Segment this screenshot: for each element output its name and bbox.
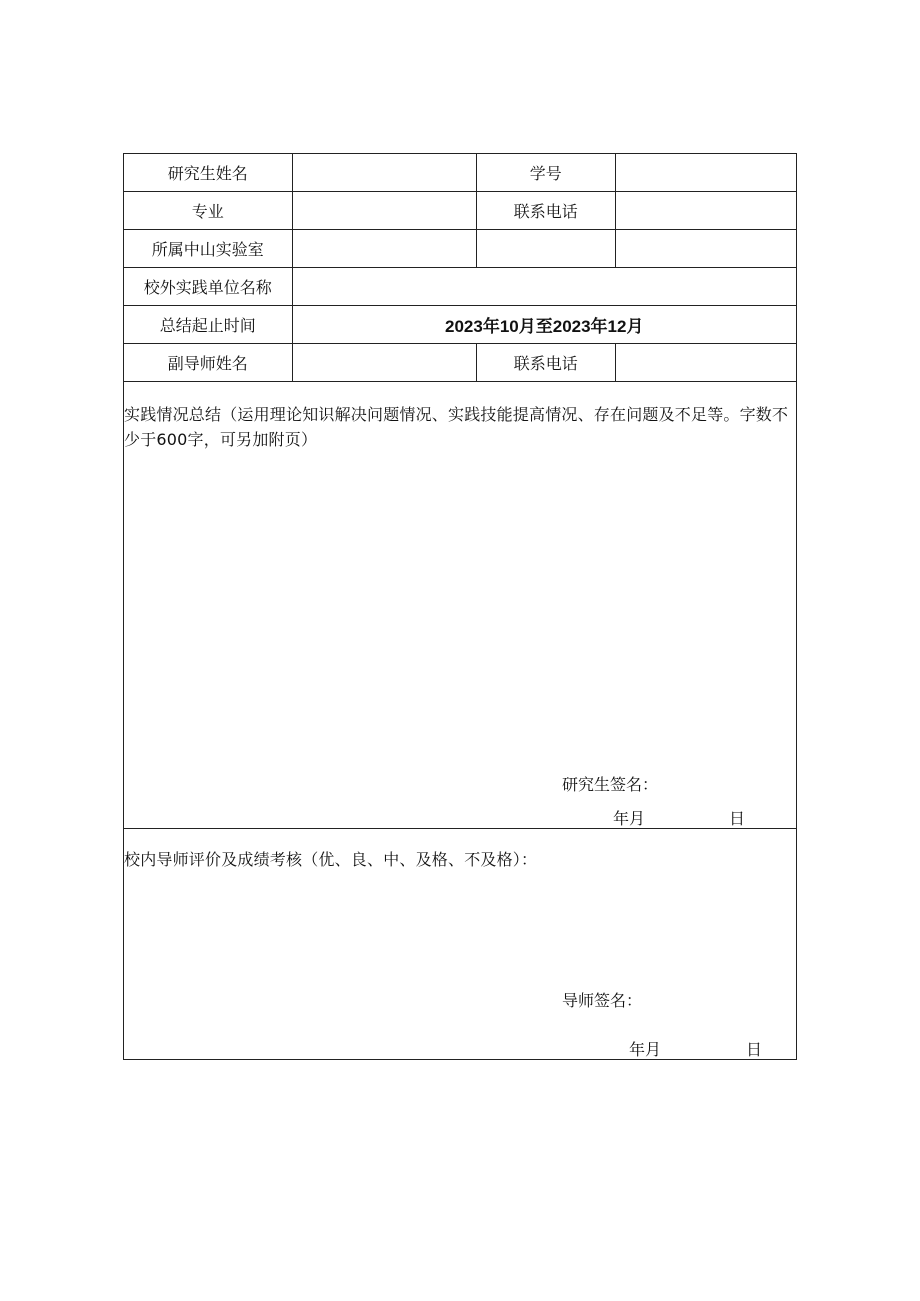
lab-field[interactable] — [293, 230, 477, 267]
student-id-label: 学号 — [477, 154, 616, 191]
practice-summary-prompt: 实践情况总结（运用理论知识解决问题情况、实践技能提高情况、存在问题及不足等。字数不少于600字，可另加附页） — [124, 405, 789, 449]
phone-label: 联系电话 — [477, 192, 616, 229]
deputy-advisor-field[interactable] — [293, 344, 477, 381]
lab-extra-field-2[interactable] — [616, 230, 796, 267]
external-unit-row — [124, 268, 796, 306]
lab-extra-field-1[interactable] — [477, 230, 616, 267]
deputy-advisor-label: 副导师姓名 — [124, 344, 293, 381]
period-value[interactable]: 2023年10月至2023年12月 — [445, 317, 644, 336]
major-label: 专业 — [124, 192, 293, 229]
student-id-field[interactable] — [616, 154, 796, 191]
advisor-sign-year-month: 年月 — [629, 1040, 662, 1059]
major-field[interactable] — [293, 192, 477, 229]
external-unit-field[interactable] — [293, 268, 797, 305]
advisor-signature-label: 导师签名： — [562, 991, 643, 1010]
phone-field[interactable] — [616, 192, 796, 229]
advisor-evaluation-prompt: 校内导师评价及成绩考核（优、良、中、及格、不及格）： — [124, 850, 538, 869]
student-signature-label: 研究生签名： — [562, 775, 659, 794]
advisor-evaluation-section[interactable] — [124, 829, 796, 1059]
advisor-sign-day: 日 — [746, 1040, 763, 1059]
student-name-field[interactable] — [293, 154, 477, 191]
student-sign-year-month: 年月 — [613, 809, 646, 828]
practice-summary-form — [123, 153, 797, 1060]
major-row — [124, 192, 796, 230]
practice-summary-section[interactable] — [124, 382, 796, 829]
deputy-advisor-row — [124, 344, 796, 382]
deputy-phone-label: 联系电话 — [477, 344, 616, 381]
deputy-phone-field[interactable] — [616, 344, 796, 381]
external-unit-label: 校外实践单位名称 — [124, 268, 293, 305]
period-label: 总结起止时间 — [124, 306, 293, 343]
lab-label: 所属中山实验室 — [124, 230, 293, 267]
lab-row — [124, 230, 796, 268]
period-row — [124, 306, 796, 344]
student-name-label: 研究生姓名 — [124, 154, 293, 191]
student-name-row — [124, 154, 796, 192]
student-sign-day: 日 — [729, 809, 746, 828]
